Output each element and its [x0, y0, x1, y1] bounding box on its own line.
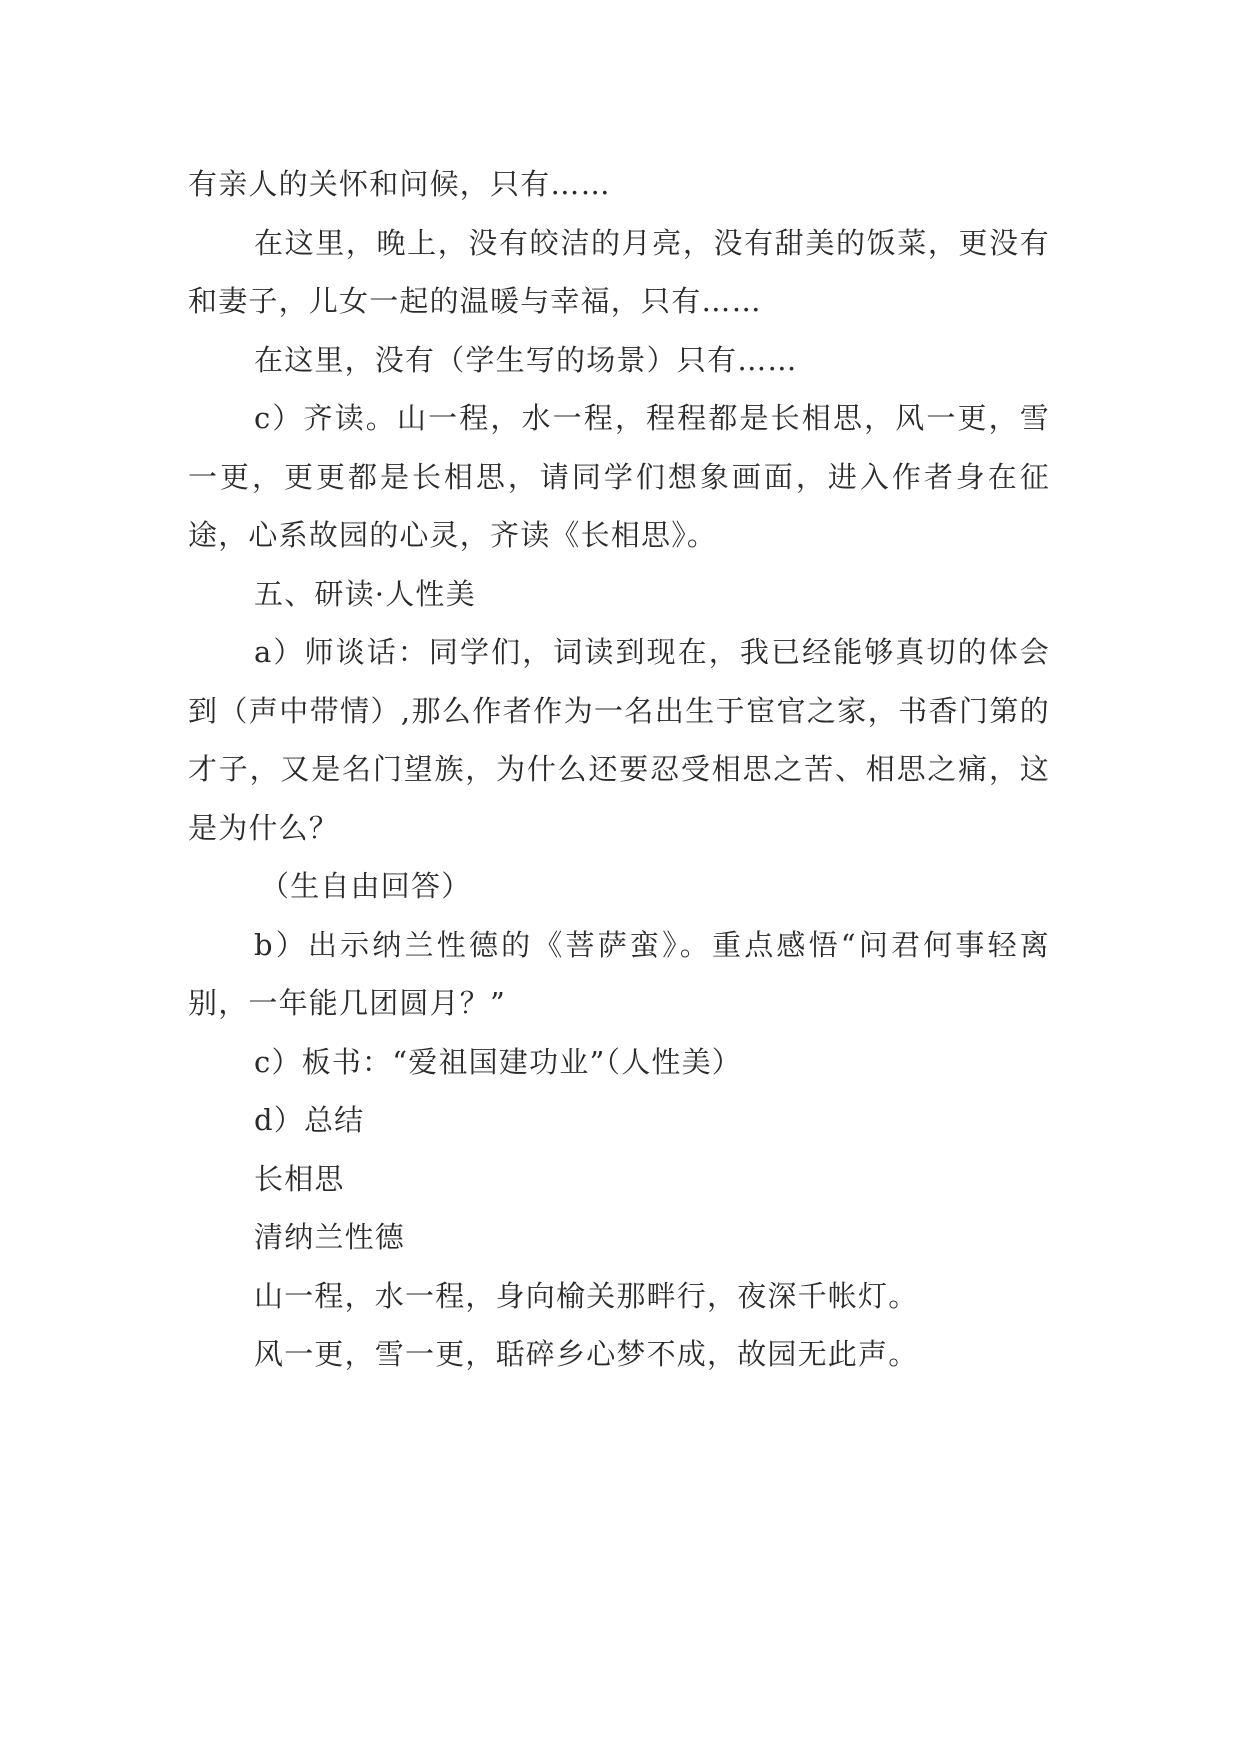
paragraph-pusaman: b）出示纳兰性德的《菩萨蛮》。重点感悟“问君何事轻离别，一年能几团圆月？”: [188, 927, 1050, 1020]
paragraph-group-reading: c）齐读。山一程，水一程，程程都是长相思，风一更，雪一更，更更都是长相思，请同学们想象画面，进入作者身在征途，心系故园的心灵，齐读《长相思》。: [188, 401, 1050, 552]
document-body: [188, 155, 1050, 1384]
poem-line-1: 山一程，水一程，身向榆关那畔行，夜深千帐灯。: [254, 1278, 919, 1313]
paragraph-student-answer: （生自由回答）: [260, 869, 472, 903]
paragraph-student-scene: 在这里，没有（学生写的场景）只有……: [254, 342, 798, 377]
paragraph-continuation: 有亲人的关怀和问候，只有……: [188, 167, 611, 201]
paragraph-blackboard: c）板书：“爱祖国建功业”（人性美）: [254, 1044, 742, 1079]
poem-line-2: 风一更，雪一更，聒碎乡心梦不成，故园无此声。: [254, 1337, 919, 1371]
paragraph-summary: d）总结: [254, 1103, 365, 1137]
paragraph-teacher-talk: a）师谈话：同学们，词读到现在，我已经能够真切的体会到（声中带情）,那么作者作为一名出生于宦官之家，书香门第的才子，又是名门望族，为什么还要忍受相思之苦、相思之痛，这是为什么？: [188, 635, 1050, 845]
paragraph-evening-scene: 在这里，晚上，没有皎洁的月亮，没有甜美的饭菜，更没有和妻子，儿女一起的温暖与幸福，只有……: [188, 225, 1050, 318]
section-heading: 五、研读·人性美: [254, 576, 476, 611]
poem-title: 长相思: [254, 1161, 345, 1196]
poem-author: 清纳兰性德: [254, 1220, 406, 1254]
